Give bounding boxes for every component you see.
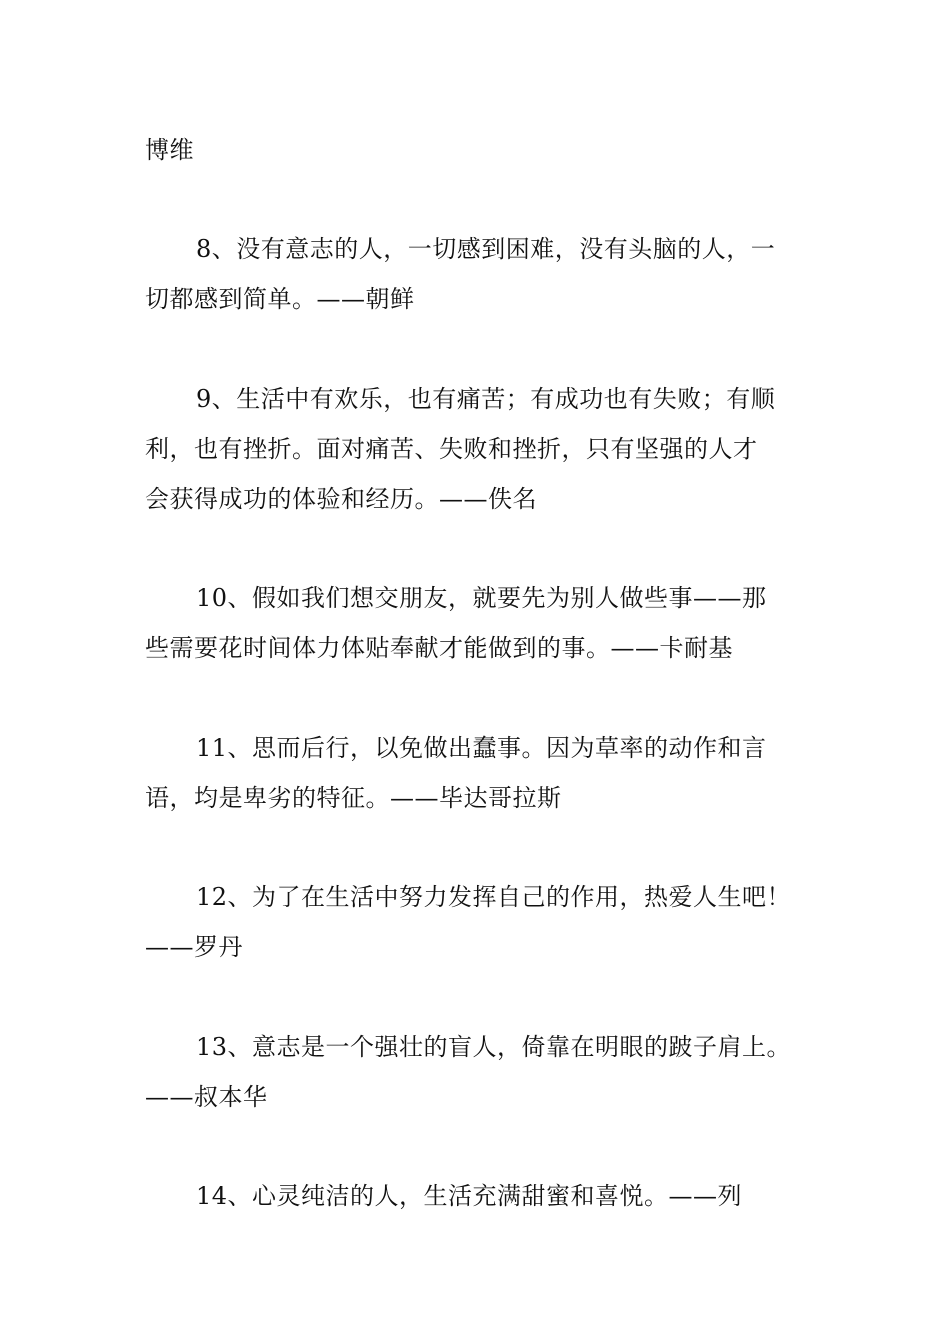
text-line: 11、思而后行，以免做出蠢事。因为草率的动作和言 — [196, 734, 767, 762]
text-line: 切都感到简单。——朝鲜 — [145, 285, 415, 313]
text-line: ——罗丹 — [145, 933, 243, 961]
text-line: 会获得成功的体验和经历。——佚名 — [145, 485, 537, 513]
text-line: 9、生活中有欢乐，也有痛苦；有成功也有失败；有顺 — [196, 385, 776, 413]
text-line: 12、为了在生活中努力发挥自己的作用，热爱人生吧！ — [196, 883, 792, 911]
text-line: 8、没有意志的人，一切感到困难，没有头脑的人，一 — [196, 235, 776, 263]
text-line: 14、心灵纯洁的人，生活充满甜蜜和喜悦。——列 — [196, 1182, 743, 1210]
text-line: 利，也有挫折。面对痛苦、失败和挫折，只有坚强的人才 — [145, 435, 758, 463]
text-line: 些需要花时间体力体贴奉献才能做到的事。——卡耐基 — [145, 634, 733, 662]
text-line: 博维 — [145, 136, 194, 164]
text-line: 10、假如我们想交朋友，就要先为别人做些事——那 — [196, 584, 767, 612]
text-line: 语，均是卑劣的特征。——毕达哥拉斯 — [145, 784, 562, 812]
text-line: 13、意志是一个强壮的盲人，倚靠在明眼的跛子肩上。 — [196, 1033, 792, 1061]
text-line: ——叔本华 — [145, 1083, 268, 1111]
